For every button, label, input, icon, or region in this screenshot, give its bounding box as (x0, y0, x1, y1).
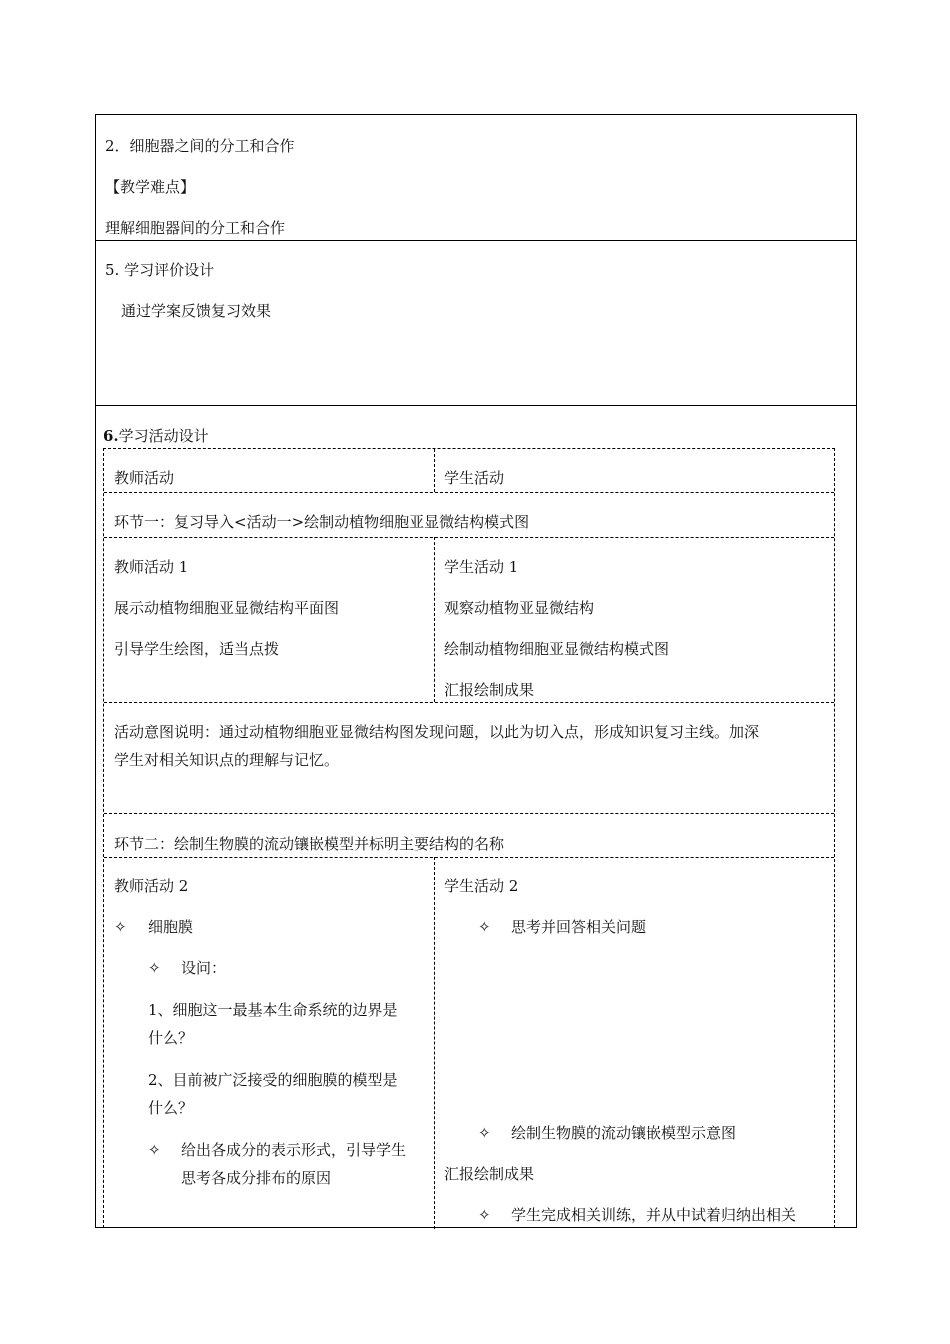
column-divider (434, 857, 435, 1229)
stage1-student-step: 绘制动植物细胞亚显微结构模式图 (444, 640, 670, 658)
stage1-title: 环节一：复习导入<活动一>绘制动植物细胞亚显微结构模式图 (114, 513, 530, 531)
stage1-teacher-title: 教师活动 1 (114, 558, 189, 576)
student-column-header: 学生活动 (444, 469, 505, 487)
row-divider (104, 537, 834, 538)
bullet-icon: ✧ (478, 918, 491, 936)
stage1-teacher-step: 展示动植物细胞亚显微结构平面图 (114, 599, 340, 617)
row-divider (104, 813, 834, 814)
bullet-icon: ✧ (478, 1124, 491, 1142)
teacher-components-line: 给出各成分的表示形式，引导学生 (181, 1141, 407, 1159)
teacher-membrane: 细胞膜 (148, 918, 194, 936)
column-divider (434, 449, 435, 492)
bullet-icon: ✧ (148, 1141, 161, 1159)
stage1-student-step: 观察动植物亚显微结构 (444, 599, 595, 617)
evaluation-heading: 5. 学习评价设计 (105, 261, 215, 279)
heading-number: 6. (103, 427, 119, 445)
stage1-teacher-step: 引导学生绘图，适当点拨 (114, 640, 280, 658)
difficulty-text: 理解细胞器间的分工和合作 (105, 219, 286, 237)
question-1-line: 1、细胞这一最基本生命系统的边界是 (148, 1001, 398, 1019)
teacher-question-label: 设问： (181, 959, 227, 977)
stage1-student-title: 学生活动 1 (444, 558, 519, 576)
teacher-column-header: 教师活动 (114, 469, 175, 487)
row-divider (96, 405, 856, 406)
question-2-line: 什么？ (148, 1099, 194, 1117)
question-1-line: 什么？ (148, 1029, 194, 1047)
stage1-intent-line: 活动意图说明：通过动植物细胞亚显微结构图发现问题，以此为切入点，形成知识复习主线。加深 (114, 723, 760, 741)
column-divider (434, 537, 435, 702)
bullet-icon: ✧ (148, 959, 161, 977)
stage2-student-title: 学生活动 2 (444, 877, 519, 895)
teaching-point-2: 2．细胞器之间的分工和合作 (105, 137, 295, 155)
teacher-components-line: 思考各成分排布的原因 (181, 1169, 332, 1187)
row-divider (104, 492, 834, 493)
student-train: 学生完成相关训练，并从中试着归纳出相关 (511, 1206, 797, 1224)
row-divider (104, 702, 834, 703)
stage2-teacher-title: 教师活动 2 (114, 877, 189, 895)
stage2-title: 环节二：绘制生物膜的流动镶嵌模型并标明主要结构的名称 (114, 835, 505, 853)
evaluation-text: 通过学案反馈复习效果 (121, 302, 272, 320)
heading-text: 学习活动设计 (118, 427, 209, 445)
bullet-icon: ✧ (478, 1206, 491, 1224)
stage1-student-step: 汇报绘制成果 (444, 681, 535, 699)
stage1-intent-line: 学生对相关知识点的理解与记忆。 (114, 751, 340, 769)
question-2-line: 2、目前被广泛接受的细胞膜的模型是 (148, 1071, 398, 1089)
student-draw: 绘制生物膜的流动镶嵌模型示意图 (511, 1124, 737, 1142)
student-report: 汇报绘制成果 (444, 1165, 535, 1183)
student-think: 思考并回答相关问题 (511, 918, 647, 936)
activity-design-heading (103, 426, 209, 446)
row-divider (104, 857, 834, 858)
bullet-icon: ✧ (114, 918, 127, 936)
row-divider (96, 240, 856, 241)
difficulty-heading: 【教学难点】 (105, 178, 196, 196)
